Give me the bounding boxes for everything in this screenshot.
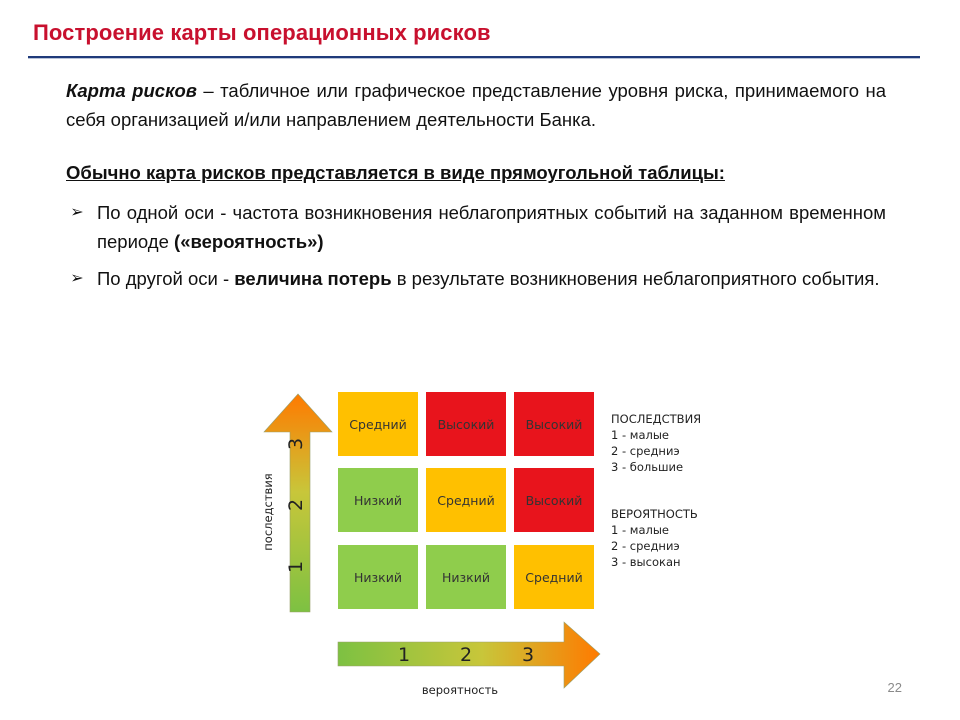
legend-heading: ВЕРОЯТНОСТЬ xyxy=(611,507,698,521)
legend-consequences xyxy=(611,411,701,475)
risk-cell: Низкий xyxy=(338,468,418,532)
bullet-arrow-icon: ➢ xyxy=(70,204,84,221)
definition-term: Карта рисков xyxy=(66,80,197,101)
risk-cell: Средний xyxy=(338,392,418,456)
page-number: 22 xyxy=(887,680,902,695)
x-tick-label: 2 xyxy=(460,644,473,666)
bullet-bold-part: («вероятность») xyxy=(174,231,324,252)
bullet-bold-part: величина потерь xyxy=(234,268,392,289)
risk-cell: Низкий xyxy=(338,545,418,609)
legend-item: 3 - большие xyxy=(611,460,684,474)
bullet-text-part: По другой оси - xyxy=(97,268,235,289)
risk-cell: Высокий xyxy=(514,468,594,532)
legend-item: 3 - высокан xyxy=(611,555,681,569)
subheading: Обычно карта рисков представляется в виде прямоугольной таблицы: xyxy=(66,162,725,183)
legend-heading: ПОСЛЕДСТВИЯ xyxy=(611,412,702,426)
risk-cell: Высокий xyxy=(514,392,594,456)
legend-item: 1 - малые xyxy=(611,428,670,442)
y-tick-label: 3 xyxy=(285,437,308,451)
x-tick-label: 3 xyxy=(522,644,535,666)
x-axis-label: вероятность xyxy=(421,683,499,697)
legend-probability xyxy=(611,506,698,570)
legend-item: 1 - малые xyxy=(611,523,670,537)
y-tick-label: 1 xyxy=(285,560,308,574)
definition-text: – табличное или графическое представление уровня риска, принимаемого на себя организацией и/или направлением деятельности Банка. xyxy=(66,80,886,130)
bullet-text-part: По одной оси - частота возникновения неблагоприятных событий на заданном временном периоде xyxy=(97,202,886,252)
x-tick-label: 1 xyxy=(398,644,411,666)
risk-cell: Высокий xyxy=(426,392,506,456)
risk-cell: Низкий xyxy=(426,545,506,609)
legend-item: 2 - средниэ xyxy=(611,444,680,458)
bullet-text-tail: в результате возникновения неблагоприятного события. xyxy=(391,268,880,289)
y-axis-label: последствия xyxy=(261,473,275,551)
risk-cell: Средний xyxy=(426,468,506,532)
bullet-arrow-icon: ➢ xyxy=(70,270,84,287)
risk-cell: Средний xyxy=(514,545,594,609)
slide-title: Построение карты операционных рисков xyxy=(33,20,491,45)
legend-item: 2 - средниэ xyxy=(611,539,680,553)
y-tick-label: 2 xyxy=(285,498,308,512)
